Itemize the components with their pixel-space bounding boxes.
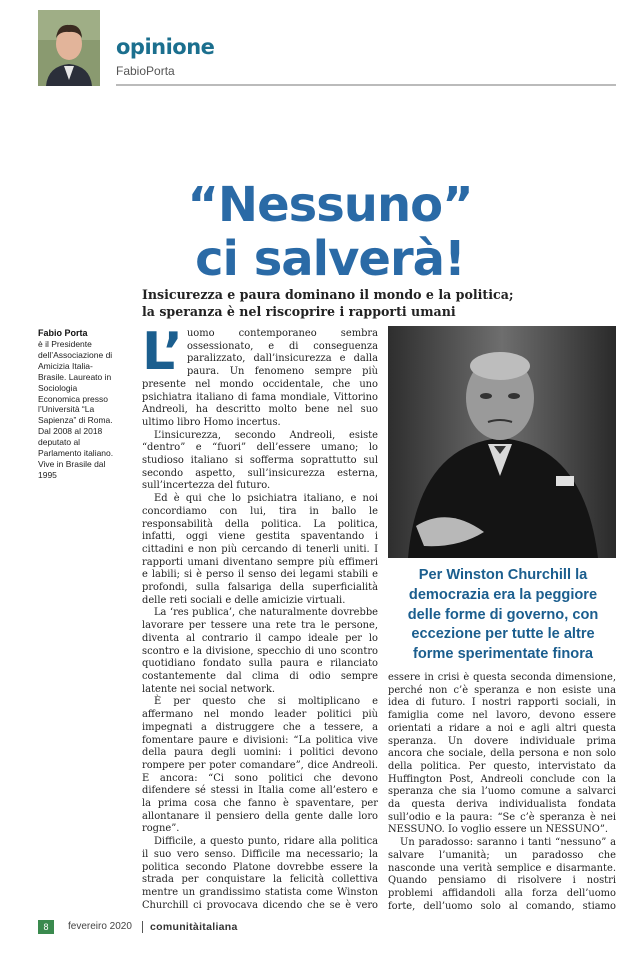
header-divider	[116, 84, 616, 86]
portrait-image	[388, 326, 616, 558]
body-paragraph-2: L’insicurezza, secondo Andreoli, esiste “dentro” e “fuori” dell’essere umano; lo studioso italiano si sofferma soprattutto sul secondo aspetto, sull’insicurezza esterna, sull’incertezza del futuro.	[142, 429, 378, 492]
page-number: 8	[38, 920, 54, 934]
subtitle-line-2: la speranza è nel riscoprire i rapporti umani	[142, 304, 456, 319]
issue-date: fevereiro 2020	[68, 921, 132, 932]
section-label: opinione	[116, 35, 215, 59]
body-paragraph-8: essere in crisi è questa seconda dimensione, perché non c’è speranza e non esiste una idea di futuro. I nostri rapporti sociali, in famiglia come nel lavoro, devono essere orientati a ridare a noi e agli altri questa speranza. Un dovere individuale prima ancora che sociale, della persona e non solo della politica. Per questo, intervistato da Huffington Post, Andreoli conclude con la speranza che sia l’uomo comune a salvarci da questa deriva individualista fondata sull’odio e la paura: “Se c’è speranza è nei NESSUNO. Io voglio essere un NESSUNO”.	[388, 672, 616, 836]
body-column-left	[142, 328, 378, 910]
author-portrait-image	[38, 10, 100, 86]
magazine-name: comunitàitaliana	[150, 921, 238, 933]
pull-quote: Per Winston Churchill la democrazia era la peggiore delle forme di governo, con eccezione per tutte le altre forme sperimentate finora	[407, 567, 599, 663]
churchill-photo	[388, 326, 616, 558]
article-headline	[130, 178, 530, 286]
body-paragraph-3: Ed è qui che lo psichiatra italiano, e noi concordiamo con lui, tira in ballo le responsabilità della politica. La politica, infatti, oggi viene gestita spaventando i cittadini e non più cercando di tenerli uniti. I rapporti umani diventano sempre più effimeri e labili; si è perso il senso dei legami stabili e profondi, sulla falsariga della superficialità delle reti sociali e delle amicizie virtuali.	[142, 493, 378, 606]
headline-line-2: ci salverà!	[195, 231, 465, 287]
body-paragraph-5: È per questo che si moltiplicano e affermano nel mondo leader politici più impegnati a distruggere che a tessere, a fomentare paure e divisioni: “La politica vive della paura degli uomini: i politici devono rompere per poter comandare”, dice Andreoli. E ancora: “Ci sono politici che devono difendere sé stessi in Italia come all’estero e la prima cosa che fanno è spaventare, per allontanare il pensiero della gente dalle loro rogne”.	[142, 696, 378, 835]
bio-name: Fabio Porta	[38, 328, 88, 338]
subtitle-line-1: Insicurezza e paura dominano il mondo e la politica;	[142, 287, 514, 302]
body-paragraph-4: La ‘res publica’, che naturalmente dovrebbe lavorare per tessere una rete tra le persone, diventa al contrario il campo ideale per lo scontro e la divisione, specchio di uno scontro quotidiano fondato sulla paura e rilanciato costantemente dal clima di odio sempre latente nei social network.	[142, 607, 378, 695]
body-paragraph-1: uomo contemporaneo sembra ossessionato, e di conseguenza paralizzato, dall’insicurezza e dalla paura. Un fenomeno sempre più presente nel mondo occidentale, che uno psichiatra italiano di fama mondiale, Vittorino Andreoli, ha descritto molto bene nel suo ultimo libro Homo incertus.	[142, 328, 378, 428]
body-paragraph-9: Un paradosso: saranno i tanti “nessuno” a salvare l’umanità; un paradosso che nasconde una verità semplice e disarmante. Quando pensiamo di risolvere i nostri problemi affidandoli alla forza dell’uomo forte, dell’uomo solo al comando, stiamo	[388, 837, 616, 912]
drop-cap: L’	[142, 328, 183, 382]
body-paragraph-6: Difficile, a questo punto, ridare alla politica il suo vero senso. Difficile ma necessario; la politica secondo Platone dovrebbe essere la strada per conquistare la felicità collettiva mentre un grandissimo statista come Winston Churchill ci provocava dicendo che se è vero	[142, 836, 378, 910]
article-subtitle	[142, 286, 622, 320]
author-name-header: FabioPorta	[116, 64, 175, 78]
bio-text: è il Presidente dell’Associazione di Amicizia Italia-Brasile. Laureato in Sociologia Economica presso l’Università “La Sapienza” di Roma. Dal 2008 al 2018 deputato al Parlamento italiano. Vive in Brasile dal 1995	[38, 339, 114, 480]
author-photo	[38, 10, 100, 86]
headline-line-1: “Nessuno”	[187, 177, 473, 233]
body-column-right	[388, 672, 616, 912]
footer-separator	[142, 921, 143, 933]
